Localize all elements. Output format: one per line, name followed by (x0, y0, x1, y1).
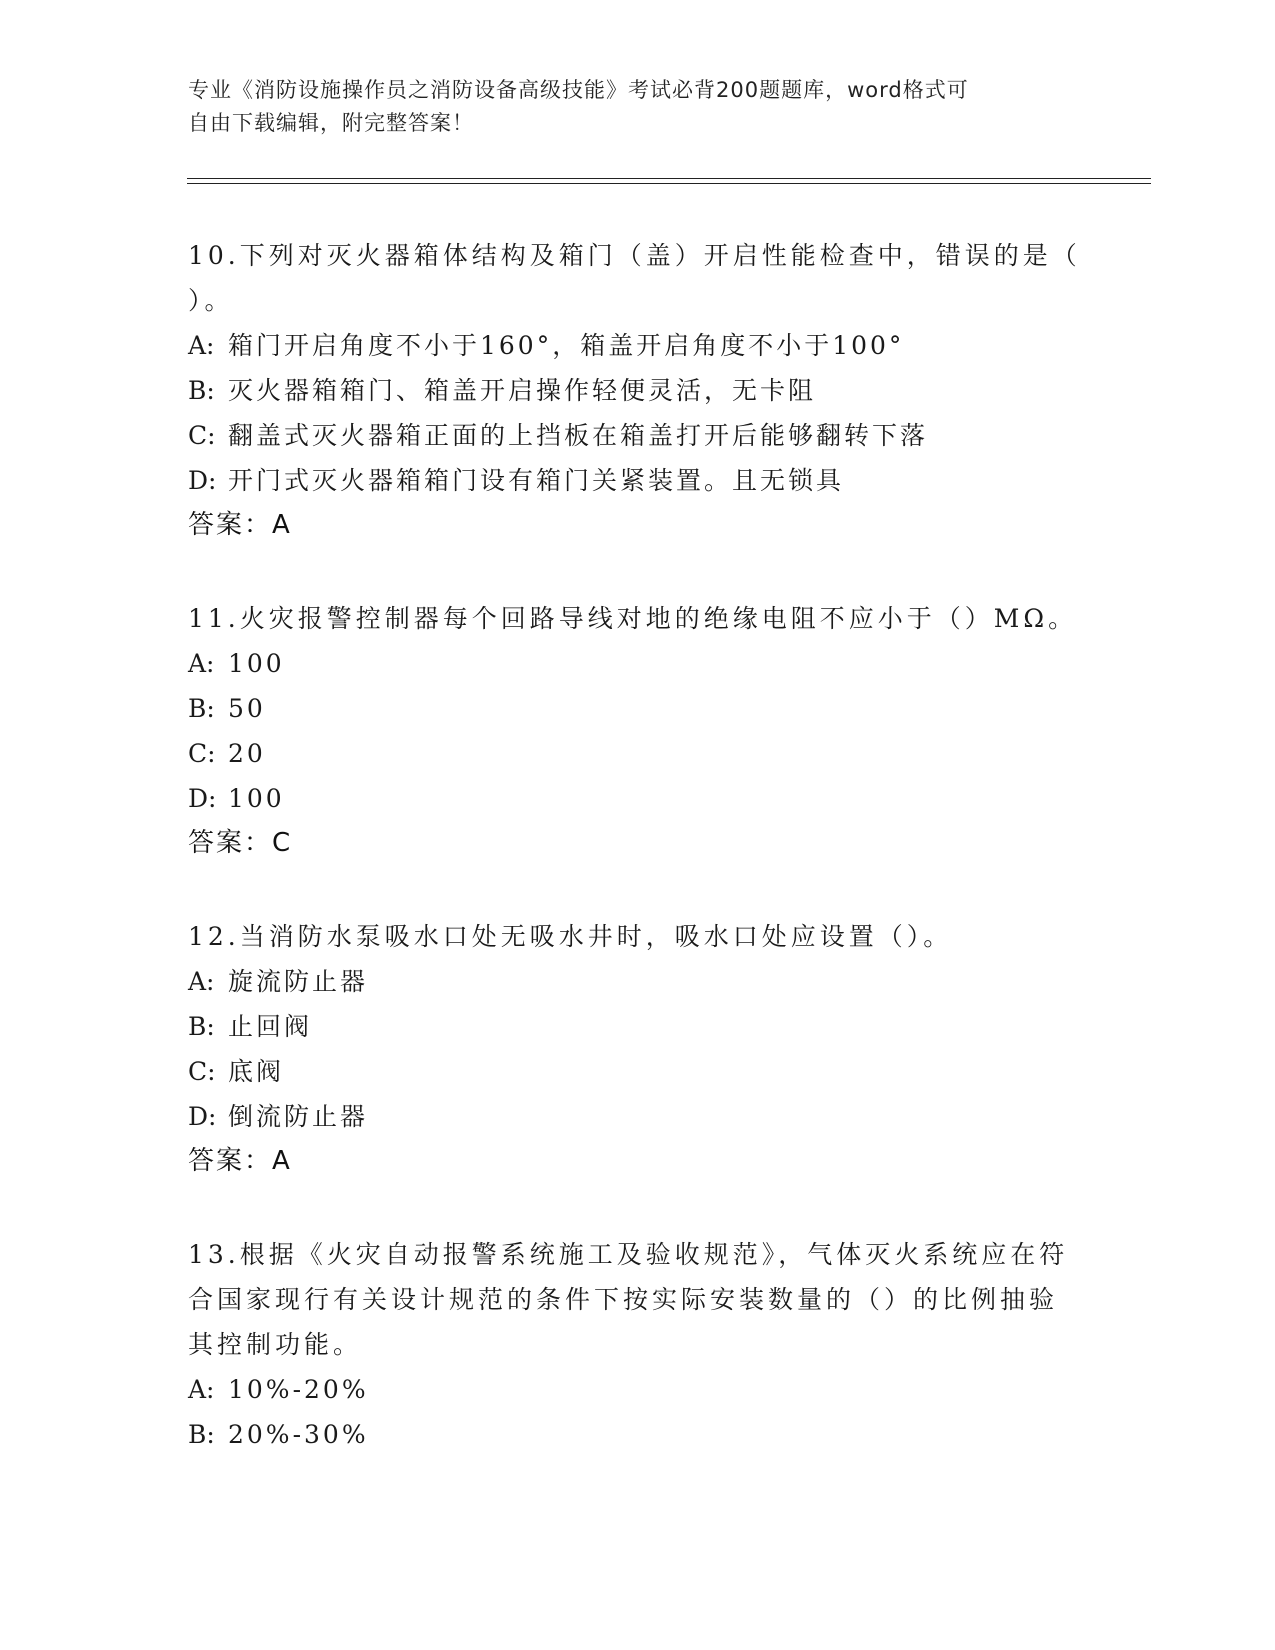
option-key: D: (188, 466, 217, 495)
option-text: 灭火器箱箱门、箱盖开启操作轻便灵活，无卡阻 (228, 376, 817, 405)
option-b (188, 686, 1088, 731)
question-text-line: 11.火灾报警控制器每个回路导线对地的绝缘电阻不应小于（）MΩ。 (188, 604, 1078, 633)
option-key: B: (188, 1420, 215, 1449)
question-text-line: 其控制功能。 (188, 1330, 363, 1359)
option-key: A: (188, 967, 215, 996)
option-text: 50 (228, 694, 266, 723)
question-text-line: ）。 (188, 286, 234, 315)
question-text-line: 12.当消防水泵吸水口处无吸水井时，吸水口处应设置（）。 (188, 922, 953, 951)
option-text: 100 (228, 784, 285, 813)
question-text-line: 10.下列对灭火器箱体结构及箱门（盖）开启性能检查中，错误的是（ (188, 241, 1081, 270)
option-text: 翻盖式灭火器箱正面的上挡板在箱盖打开后能够翻转下落 (228, 421, 929, 450)
option-a (188, 959, 1088, 1004)
option-key: C: (188, 1057, 216, 1086)
option-key: B: (188, 694, 215, 723)
option-d (188, 458, 1088, 503)
option-text: 开门式灭火器箱箱门设有箱门关紧装置。且无锁具 (228, 466, 845, 495)
option-key: B: (188, 376, 215, 405)
option-text: 20 (228, 739, 266, 768)
option-key: B: (188, 1012, 215, 1041)
option-text: 倒流防止器 (228, 1102, 369, 1131)
question-13 (188, 1232, 1088, 1457)
option-key: D: (188, 1102, 217, 1131)
option-d (188, 776, 1088, 821)
option-key: C: (188, 739, 216, 768)
answer-line: 答案：C (188, 828, 293, 858)
question-10 (188, 233, 1088, 548)
option-a (188, 1367, 1088, 1412)
option-a (188, 323, 1088, 368)
option-b (188, 1412, 1088, 1457)
option-key: D: (188, 784, 217, 813)
option-a (188, 641, 1088, 686)
option-text: 100 (228, 649, 285, 678)
answer-line: 答案：A (188, 1146, 292, 1176)
header-divider-bottom (187, 183, 1151, 184)
option-key: A: (188, 649, 215, 678)
option-c (188, 413, 1088, 458)
option-text: 旋流防止器 (228, 967, 369, 996)
question-11 (188, 596, 1088, 866)
question-text-line: 合国家现行有关设计规范的条件下按实际安装数量的（）的比例抽验 (188, 1285, 1059, 1314)
question-text-line: 13.根据《火灾自动报警系统施工及验收规范》，气体灭火系统应在符 (188, 1240, 1069, 1269)
header-line-2: 自由下载编辑，附完整答案！ (188, 111, 474, 135)
option-text: 20%-30% (228, 1420, 369, 1449)
option-key: C: (188, 421, 216, 450)
option-text: 止回阀 (228, 1012, 313, 1041)
option-c (188, 1049, 1088, 1094)
answer-line: 答案：A (188, 510, 292, 540)
option-c (188, 731, 1088, 776)
option-b (188, 1004, 1088, 1049)
option-key: A: (188, 331, 215, 360)
question-12 (188, 914, 1088, 1184)
option-key: A: (188, 1375, 215, 1404)
option-text: 箱门开启角度不小于160°，箱盖开启角度不小于100° (228, 331, 905, 360)
header-line-1: 专业《消防设施操作员之消防设备高级技能》考试必背200题题库，word格式可 (188, 78, 969, 102)
header-divider-top (187, 178, 1151, 179)
option-b (188, 368, 1088, 413)
document-header (188, 74, 1068, 140)
option-text: 10%-20% (228, 1375, 369, 1404)
option-text: 底阀 (228, 1057, 285, 1086)
option-d (188, 1094, 1088, 1139)
